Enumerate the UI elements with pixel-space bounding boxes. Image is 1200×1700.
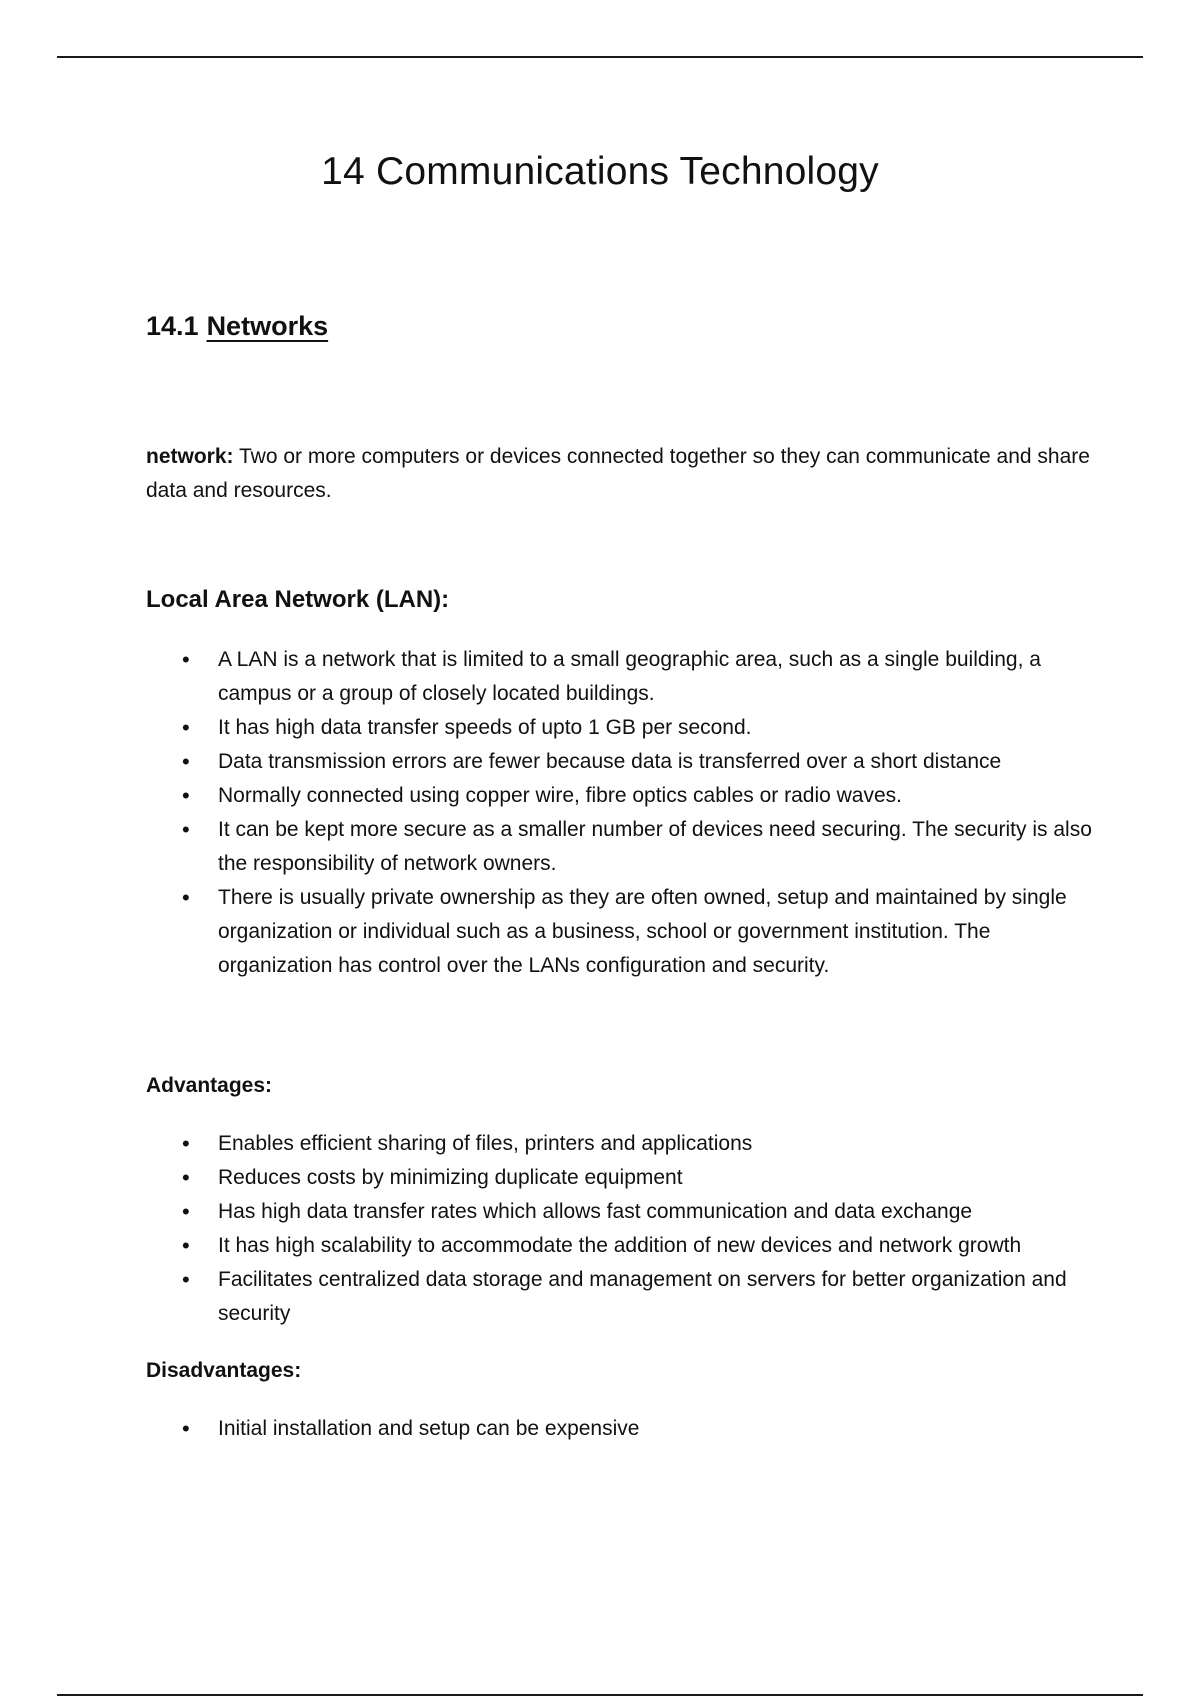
section-number: 14.1 [146, 311, 199, 341]
section-name: Networks [206, 311, 329, 341]
advantage-point: • It has high scalability to accommodate the addition of new devices and network growth [146, 1229, 1096, 1263]
lan-point: • A LAN is a network that is limited to a small geographic area, such as a single building, a campus or a group of closely located buildings. [146, 643, 1096, 711]
document-title: 14 Communications Technology [321, 150, 879, 193]
disadvantages-list [146, 1412, 1096, 1446]
lan-point: • There is usually private ownership as they are often owned, setup and maintained by single organization or individual such as a business, school or government institution. The organization has control over the LANs configuration and security. [146, 881, 1096, 983]
advantage-point: • Enables efficient sharing of files, printers and applications [146, 1127, 1096, 1161]
lan-point: • It has high data transfer speeds of upto 1 GB per second. [146, 711, 1096, 745]
disadvantages-heading: Disadvantages: [146, 1359, 302, 1382]
lan-heading: Local Area Network (LAN): [146, 586, 450, 613]
advantage-point: • Facilitates centralized data storage and management on servers for better organization and security [146, 1263, 1096, 1331]
top-rule [57, 56, 1143, 58]
lan-point: • It can be kept more secure as a smaller number of devices need securing. The security is also the responsibility of network owners. [146, 813, 1096, 881]
advantage-point: • Has high data transfer rates which allows fast communication and data exchange [146, 1195, 1096, 1229]
lan-points-list [146, 643, 1096, 983]
advantages-heading: Advantages: [146, 1074, 273, 1097]
section-heading [146, 311, 328, 342]
bottom-rule [57, 1694, 1143, 1696]
definition-text: Two or more computers or devices connected together so they can communicate and share data and resources. [146, 445, 1090, 502]
disadvantage-point: • Initial installation and setup can be expensive [146, 1412, 1096, 1446]
definition-term: network: [146, 445, 234, 468]
advantages-list [146, 1127, 1096, 1331]
advantage-point: • Reduces costs by minimizing duplicate equipment [146, 1161, 1096, 1195]
network-definition [146, 440, 1096, 508]
lan-point: • Data transmission errors are fewer because data is transferred over a short distance [146, 745, 1096, 779]
lan-point: • Normally connected using copper wire, fibre optics cables or radio waves. [146, 779, 1096, 813]
